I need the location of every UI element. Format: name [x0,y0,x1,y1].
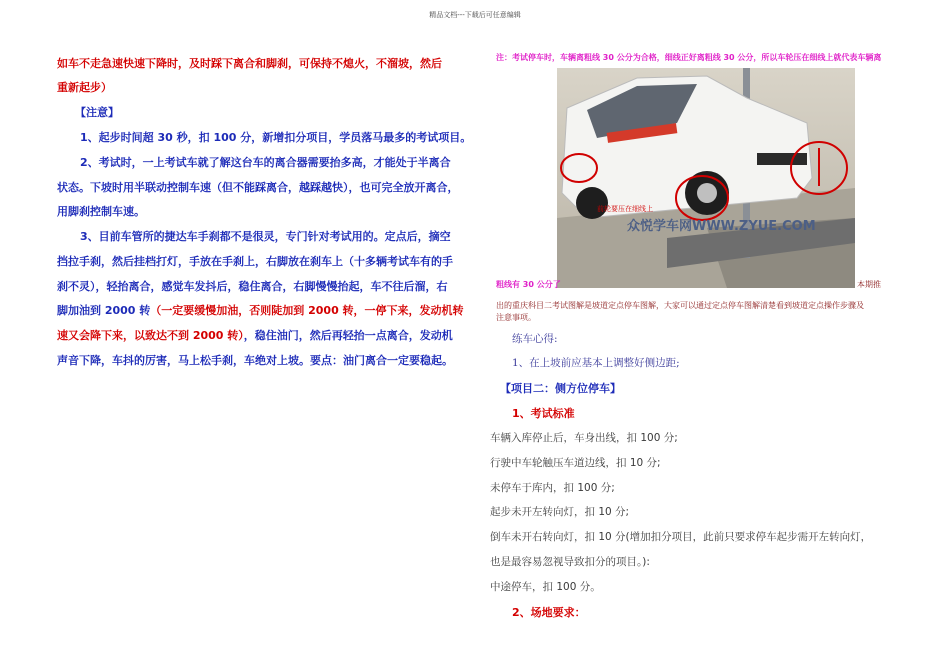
photo-caption-right: 本期推 [857,280,881,289]
practice-title: 练车心得: [512,333,558,345]
note-item-3-line-3: 刹不灵），轻抬离合，感觉车发抖后，稳住离合，右脚慢慢抬起，车不往后溜，右 [57,280,448,293]
note-title: 【注意】 [75,106,119,119]
intro-line-2: 重新起步） [57,81,112,94]
note-item-3-line-4-text: 脚加油到 2000 转 [57,304,151,317]
rule-6: 中途停车，扣 100 分。 [490,581,601,593]
note-item-2-line-3: 用脚刹控制车速。 [57,205,145,218]
caption-line-2: 注意事项。 [496,313,536,322]
rule-5-line-2: 也是最容易忽视导致扣分的项目。): [490,556,650,568]
photo-caption-left: 粗线有 30 公分了 [496,280,561,289]
photo-watermark: 众悦学车网WWW.ZYUE.COM [627,219,816,234]
note-item-1: 1、起步时间超 30 秒，扣 100 分，新增扣分项目，学员落马最多的考试项目。 [80,131,472,144]
rule-5-line-1: 倒车未开右转向灯，扣 10 分(增加扣分项目，此前只要求停车起步需开左转向灯， [490,531,872,543]
note-item-3-line-4 [57,303,467,319]
note-item-3-warning-1: （一定要缓慢加油，否则陡加到 2000 转，一停下来，发动机转 [150,304,464,317]
note-item-2-line-1: 2、考试时，一上考试车就了解这台车的离合器需要抬多高，才能处于半离合 [80,156,451,169]
note-item-3-line-2: 挡拉手刹，然后挂档打灯，手放在手刹上，右脚放在刹车上（十多辆考试车有的手 [57,255,453,268]
note-item-3-line-5-text: ，稳住油门，然后再轻抬一点离合，发动机 [243,329,453,342]
photo-label: 前轮要压在细线上 [597,205,653,213]
subsection-2: 2、场地要求： [512,606,586,619]
note-item-3-warning-2: 速又会降下来，以致达不到 2000 转） [57,329,244,342]
practice-item-1: 1、在上坡前应基本上调整好侧边距; [512,357,680,369]
photo-caption-top: 注：考试停车时，车辆离粗线 30 公分为合格，细线正好离粗线 30 公分，所以车轮压在细线上就代表车辆离 [496,53,882,62]
rule-4: 起步未开左转向灯，扣 10 分; [490,506,630,518]
car-photo-illustration [557,68,855,288]
section-title: 【项目二：侧方位停车】 [500,382,621,395]
car-photo [557,68,855,288]
rule-2: 行驶中车轮触压车道边线，扣 10 分; [490,457,661,469]
rule-1: 车辆入库停止后，车身出线，扣 100 分; [490,432,678,444]
subsection-1: 1、考试标准 [512,407,575,420]
note-item-3-line-5 [57,328,467,344]
caption-line-1: 出的重庆科目二考试图解是坡道定点停车图解，大家可以通过定点停车图解清楚看到坡道定点操作步骤及 [496,301,864,310]
note-item-3-line-1: 3、目前车管所的捷达车手刹都不是很灵，专门针对考试用的。定点后，摘空 [80,230,451,243]
intro-line-1: 如车不走急速快速下降时，及时踩下离合和脚刹，可保持不熄火，不溜坡，然后 [57,57,442,70]
note-item-3-line-6: 声音下降，车抖的厉害，马上松手刹，车绝对上坡。要点：油门离合一定要稳起。 [57,354,453,367]
page-header: 精品文档---下载后可任意编辑 [429,11,521,19]
rule-3: 未停车于库内，扣 100 分; [490,482,615,494]
note-item-2-line-2: 状态。下坡时用半联动控制车速（但不能踩离合，越踩越快），也可完全放开离合， [57,181,459,194]
